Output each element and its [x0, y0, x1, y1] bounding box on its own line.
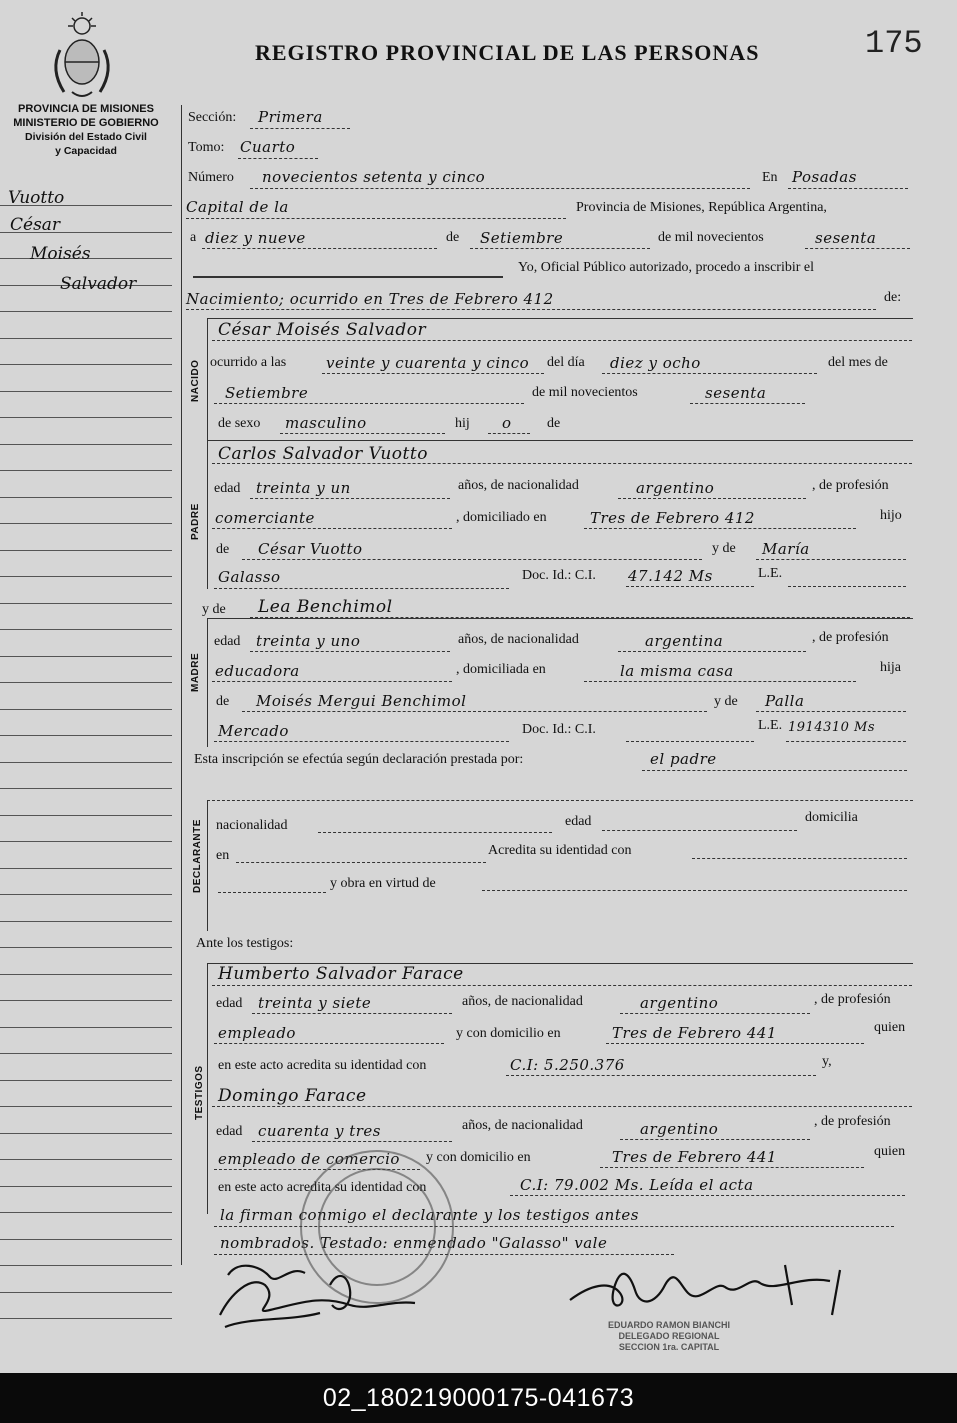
padre-prof-label: , de profesión [812, 478, 889, 493]
declarante-edad-label: edad [565, 814, 592, 829]
declaracion-value: el padre [650, 750, 717, 768]
hij-value: o [502, 414, 512, 432]
capital-value: Capital de la [186, 198, 289, 216]
madre-de-label: de [216, 694, 230, 709]
madre-le-value: 1914310 Ms [788, 720, 876, 735]
madre-yde2-label: y de [714, 694, 738, 709]
padre-yde-label: y de [712, 541, 736, 556]
declaracion-label: Esta inscripción se efectúa según declaración prestada por: [194, 752, 524, 767]
declarante-label: DECLARANTE [192, 819, 203, 893]
testigo2-quien-label: quien [874, 1144, 906, 1159]
testigo1-name: Humberto Salvador Farace [218, 964, 464, 984]
ministry-line: MINISTERIO DE GOBIERNO [13, 117, 159, 129]
testigo1-y-label: y, [822, 1054, 832, 1069]
oficial-label: Yo, Oficial Público autorizado, procedo a inscribir el [518, 260, 815, 275]
closing-line-1: la firman conmigo el declarante y los testigos antes [220, 1206, 639, 1224]
national-coat-of-arms-icon [42, 10, 122, 102]
nacido-label: NACIDO [190, 359, 201, 402]
officer-stamp-role: DELEGADO REGIONAL [618, 1331, 720, 1341]
declarante-acredita-label: Acredita su identidad con [488, 843, 632, 858]
testigo2-prof-label: , de profesión [814, 1114, 891, 1129]
padre-edad-label: edad [214, 481, 241, 496]
dia-value: diez y nueve [205, 229, 306, 247]
testigo1-quien-label: quien [874, 1020, 906, 1035]
de-label-1: de [446, 230, 460, 245]
declarante-obra-label: y obra en virtud de [330, 876, 436, 891]
padre-nac-value: argentino [636, 479, 715, 497]
madre-le-label: L.E. [758, 718, 783, 733]
testigo2-acredita-label: en este acto acredita su identidad con [218, 1180, 427, 1195]
testigo2-nac-label: años, de nacionalidad [462, 1118, 583, 1133]
margin-ruled-lines [0, 205, 172, 1345]
padre-hijo-label: hijo [880, 508, 902, 523]
nacido-year-value: sesenta [705, 384, 767, 402]
testigos-label: TESTIGOS [194, 1065, 205, 1120]
madre-nac-label: años, de nacionalidad [458, 632, 579, 647]
padre-label: PADRE [190, 503, 201, 540]
acto-value: Nacimiento; ocurrido en Tres de Febrero 412 [186, 290, 554, 308]
testigo1-prof-label: , de profesión [814, 992, 891, 1007]
testigo2-name: Domingo Farace [218, 1086, 367, 1106]
province-line: PROVINCIA DE MISIONES [18, 103, 154, 115]
sexo-value: masculino [285, 414, 367, 432]
folio-number: 175 [865, 25, 923, 62]
testigo1-acredita-label: en este acto acredita su identidad con [218, 1058, 427, 1073]
testigo1-dom-value: Tres de Febrero 441 [612, 1024, 777, 1042]
witness-signatures [210, 1255, 430, 1335]
madre-prof-label: , de profesión [812, 630, 889, 645]
testigo1-dom-label: y con domicilio en [456, 1026, 561, 1041]
madre-nac-value: argentina [645, 632, 724, 650]
del-mes-label: del mes de [828, 355, 888, 370]
testigo1-edad-value: treinta y siete [258, 994, 372, 1012]
padre-doc-label: Doc. Id.: C.I. [522, 568, 596, 583]
madre-yde-label: y de [202, 602, 226, 617]
provincia-label: Provincia de Misiones, República Argentina, [576, 200, 827, 215]
seccion-label: Sección: [188, 110, 237, 125]
margin-given-name-3: Salvador [60, 274, 137, 294]
mes-value: Setiembre [480, 229, 564, 247]
numero-value: novecientos setenta y cinco [262, 168, 486, 186]
madre-edad-value: treinta y uno [256, 632, 361, 650]
sexo-label: de sexo [218, 416, 261, 431]
officer-stamp-section: SECCION 1ra. CAPITAL [618, 1342, 720, 1352]
padre-doc-value: 47.142 Ms [628, 567, 713, 585]
closing-line-2: nombrados. Testado: enmendado "Galasso" vale [220, 1234, 608, 1252]
del-dia-label: del día [547, 355, 585, 370]
seccion-value: Primera [258, 108, 323, 126]
numero-label: Número [188, 170, 234, 185]
tomo-label: Tomo: [188, 140, 225, 155]
testigo1-prof-value: empleado [218, 1024, 296, 1042]
en-value: Posadas [792, 168, 857, 186]
division-line: División del Estado Civil [25, 131, 147, 143]
issuing-authority [0, 102, 172, 158]
padre-name: Carlos Salvador Vuotto [218, 444, 428, 464]
capacity-line: y Capacidad [55, 145, 117, 157]
nacido-dia-value: diez y ocho [610, 354, 701, 372]
testigo1-nac-label: años, de nacionalidad [462, 994, 583, 1009]
declarante-en-label: en [216, 848, 230, 863]
testigo1-edad-label: edad [216, 996, 243, 1011]
nacido-year-label: de mil novecientos [532, 385, 638, 400]
testigo1-id-value: C.I: 5.250.376 [510, 1056, 625, 1074]
testigo2-dom-value: Tres de Febrero 441 [612, 1148, 777, 1166]
testigos-ante-label: Ante los testigos: [196, 936, 294, 951]
madre-doc-label: Doc. Id.: C.I. [522, 722, 596, 737]
tomo-value: Cuarto [240, 138, 296, 156]
padre-madre-a-value: María [762, 540, 810, 558]
madre-madre-b-value: Mercado [218, 722, 289, 740]
madre-name: Lea Benchimol [258, 597, 393, 617]
padre-edad-value: treinta y un [256, 479, 351, 497]
official-signature [560, 1245, 860, 1325]
padre-padre-value: César Vuotto [258, 540, 363, 558]
margin-divider [181, 105, 182, 1265]
officer-stamp-name: EDUARDO RAMON BIANCHI [608, 1320, 730, 1330]
madre-dom-label: , domiciliada en [456, 662, 546, 677]
padre-dom-value: Tres de Febrero 412 [590, 509, 755, 527]
madre-edad-label: edad [214, 634, 241, 649]
padre-madre-b-value: Galasso [218, 568, 281, 586]
document-id-footer: 02_180219000175-041673 [0, 1373, 957, 1423]
year-label: de mil novecientos [658, 230, 764, 245]
declarante-nac-label: nacionalidad [216, 818, 288, 833]
testigo2-nac-value: argentino [640, 1120, 719, 1138]
padre-de-label: de [216, 542, 230, 557]
madre-dom-value: la misma casa [620, 662, 734, 680]
hij-label: hij [455, 416, 470, 431]
madre-hija-label: hija [880, 660, 901, 675]
testigo2-dom-label: y con domicilio en [426, 1150, 531, 1165]
nacido-mes-value: Setiembre [225, 384, 309, 402]
document-title: REGISTRO PROVINCIAL DE LAS PERSONAS [255, 40, 760, 65]
testigo2-edad-label: edad [216, 1124, 243, 1139]
padre-nac-label: años, de nacionalidad [458, 478, 579, 493]
padre-dom-label: , domiciliado en [456, 510, 547, 525]
madre-prof-value: educadora [215, 662, 300, 680]
padre-le-label: L.E. [758, 566, 783, 581]
margin-given-name-2: Moisés [30, 244, 91, 264]
madre-label: MADRE [190, 652, 201, 692]
de-colon-label: de: [884, 290, 902, 305]
year-value: sesenta [815, 229, 877, 247]
testigo2-edad-value: cuarenta y tres [258, 1122, 381, 1140]
en-label: En [762, 170, 778, 185]
padre-prof-value: comerciante [215, 509, 315, 527]
testigo2-id-value: C.I: 79.002 Ms. Leída el acta [520, 1176, 754, 1194]
nacido-name: César Moisés Salvador [218, 320, 427, 340]
margin-surname: Vuotto [8, 188, 65, 208]
nacido-de-label: de [547, 416, 561, 431]
declarante-domicilia-label: domicilia [805, 810, 858, 825]
hora-value: veinte y cuarenta y cinco [326, 354, 530, 372]
a-label: a [190, 230, 197, 245]
ocurrido-label: ocurrido a las [210, 355, 287, 370]
testigo1-nac-value: argentino [640, 994, 719, 1012]
testigo2-prof-value: empleado de comercio [218, 1150, 400, 1168]
madre-madre-a-value: Palla [765, 692, 805, 710]
madre-padre-value: Moisés Mergui Benchimol [256, 692, 467, 710]
margin-given-name-1: César [10, 215, 61, 235]
officer-stamp [608, 1320, 730, 1353]
